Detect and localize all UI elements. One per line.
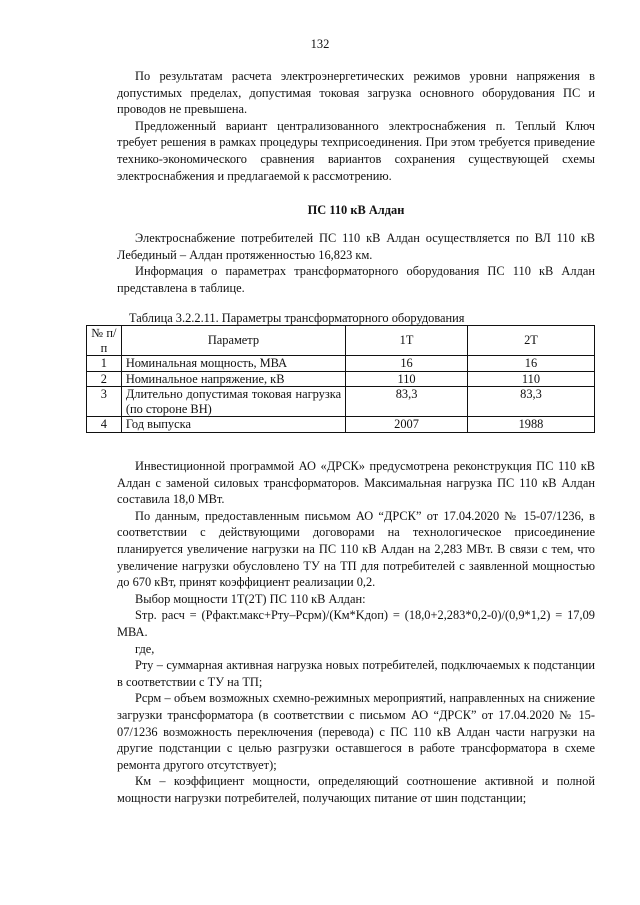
row-value-1t: 2007: [346, 417, 468, 433]
row-number: 1: [87, 356, 122, 372]
section-heading: ПС 110 кВ Алдан: [307, 203, 405, 217]
body-paragraph-1: Инвестиционной программой АО «ДРСК» предусмотрена реконструкция ПС 110 кВ Алдан с заменой силовых трансформаторов. Максимальная нагрузка ПС 110 кВ Алдан составила 18,0 МВт.: [117, 459, 595, 507]
intro-block: [117, 68, 595, 184]
body-paragraph-2: По данным, предоставленным письмом АО “ДРСК” от 17.04.2020 № 15-07/1236, в соответствии с действующими договорами на технологическое присоединение планируется увеличение нагрузки на ПС 110 кВ Алдан на 2,283 МВт. В связи с тем, что увеличение нагрузки обусловлено ТУ на ТП для потребителей с заявленной мощностью до 670 кВт, принят коэффициент реализации 0,2.: [117, 508, 595, 590]
section-paragraph-2: Информация о параметрах трансформаторного оборудования ПС 110 кВ Алдан представлена в таблице.: [117, 264, 595, 295]
section-block: [117, 202, 595, 219]
row-value-2t: 110: [467, 371, 594, 387]
row-value-2t: 16: [467, 356, 594, 372]
row-parameter: Номинальное напряжение, кВ: [121, 371, 345, 387]
header-parameter: Параметр: [121, 326, 345, 356]
section-paragraph-1: Электроснабжение потребителей ПС 110 кВ Алдан осуществляется по ВЛ 110 кВ Лебединый – Алдан протяженностью 16,823 км.: [117, 231, 595, 262]
row-number: 2: [87, 371, 122, 387]
table-header-row: [87, 326, 595, 356]
row-number: 4: [87, 417, 122, 433]
row-parameter: Год выпуска: [121, 417, 345, 433]
page-number: 132: [310, 37, 330, 51]
table-row: [87, 417, 595, 433]
header-number: № п/п: [87, 326, 122, 356]
row-parameter: Длительно допустимая токовая нагрузка (по стороне ВН): [121, 387, 345, 417]
row-value-1t: 110: [346, 371, 468, 387]
definition-psrm: Pсрм – объем возможных схемно-режимных мероприятий, направленных на снижение загрузки трансформатора (в соответствии с письмом АО “ДРСК” от 17.04.2020 № 15-07/1236 возможность переключения (перевода) с ПС 110 кВ Алдан части нагрузки на другие подстанции с целью разгрузки оставшегося в работе трансформатора в схеме ремонта другого отсутствует);: [117, 691, 595, 772]
row-number: 3: [87, 387, 122, 417]
table-caption: Таблица 3.2.2.11. Параметры трансформаторного оборудования: [129, 311, 465, 325]
definition-km: Км – коэффициент мощности, определяющий соотношение активной и полной мощности нагрузки потребителей, получающих питание от шин подстанции;: [117, 774, 595, 805]
row-value-1t: 16: [346, 356, 468, 372]
section-text: [117, 230, 595, 296]
body-block: [117, 458, 595, 806]
row-parameter: Номинальная мощность, МВА: [121, 356, 345, 372]
row-value-2t: 83,3: [467, 387, 594, 417]
intro-paragraph-2: Предложенный вариант централизованного электроснабжения п. Теплый Ключ требует решения в рамках процедуры техприсоединения. При этом требуется приведение технико-экономического сравнения вариантов сохранения существующей схемы электроснабжения и предлагаемой к рассмотрению.: [117, 118, 595, 183]
table-row: [87, 387, 595, 417]
header-1t: 1Т: [346, 326, 468, 356]
where-label: где,: [135, 641, 155, 656]
row-value-2t: 1988: [467, 417, 594, 433]
table-row: [87, 356, 595, 372]
header-2t: 2Т: [467, 326, 594, 356]
row-value-1t: 83,3: [346, 387, 468, 417]
transformer-table: [86, 325, 595, 433]
body-paragraph-3: Выбор мощности 1Т(2Т) ПС 110 кВ Алдан:: [135, 591, 366, 606]
definition-pty: Pту – суммарная активная нагрузка новых потребителей, подключаемых к подстанции в соответствии с ТУ на ТП;: [117, 658, 595, 689]
table-row: [87, 371, 595, 387]
formula: Sтр. расч = (Pфакт.макс+Pту–Pсрм)/(Км*Kдоп) = (18,0+2,283*0,2-0)/(0,9*1,2) = 17,09 МВА.: [117, 608, 595, 639]
intro-paragraph-1: По результатам расчета электроэнергетических режимов уровни напряжения в допустимых пределах, допустимая токовая загрузка основного оборудования ПС и проводов не превышена.: [117, 69, 595, 117]
